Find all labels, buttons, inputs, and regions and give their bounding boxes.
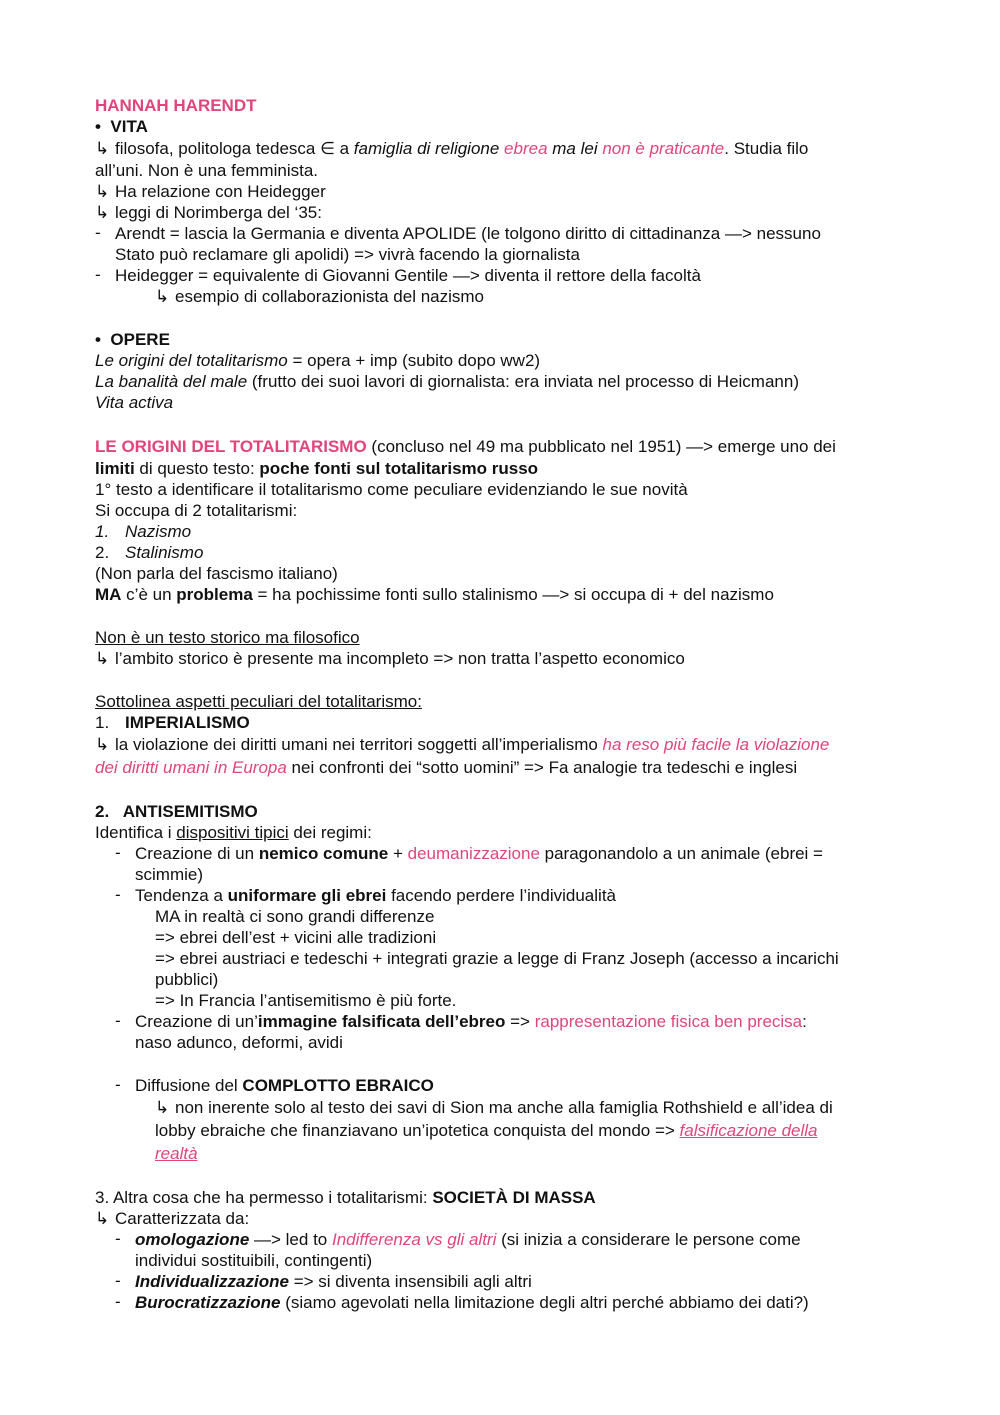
corner-arrow-icon: ↳ <box>95 649 110 668</box>
opera-item: La banalità del male (frutto dei suoi lavori di giornalista: era inviata nel processo di Heicmann) <box>95 372 799 391</box>
dash-bullet: - <box>115 1011 121 1030</box>
list-item: - Creazione di un’immagine falsificata dell’ebreo => rappresentazione fisica ben precisa: naso adunco, deformi, avidi <box>115 1011 807 1052</box>
vita-line: ↳ Ha relazione con Heidegger <box>95 182 326 201</box>
dash-bullet: - <box>115 1271 121 1290</box>
corner-arrow-icon: ↳ <box>155 287 170 306</box>
subheading: Sottolinea aspetti peculiari del totalitarismo: <box>95 692 422 711</box>
list-item: - omologazione —> led to Indifferenza vs gli altri (si inizia a considerare le persone come individui sostituibili, contingenti) <box>115 1229 801 1270</box>
dash-bullet: - <box>95 265 101 284</box>
section-vita-heading: • VITA <box>95 117 148 136</box>
corner-arrow-icon: ↳ <box>95 182 110 201</box>
vita-line: all’uni. Non è una femminista. <box>95 161 319 180</box>
numbered-item: 1. Nazismo <box>95 522 192 541</box>
list-item: - Creazione di un nemico comune + deumanizzazione paragonandolo a un animale (ebrei = scimmie) <box>115 843 823 884</box>
bullet: • <box>95 330 101 349</box>
list-item: - Individualizzazione => si diventa insensibili agli altri <box>115 1271 532 1291</box>
origini-line: (Non parla del fascismo italiano) <box>95 564 338 583</box>
dash-bullet: - <box>115 1229 121 1248</box>
vita-line: ↳ leggi di Norimberga del ‘35: <box>95 203 322 222</box>
corner-arrow-icon: ↳ <box>95 203 110 222</box>
note-line: ↳ Caratterizzata da: <box>95 1209 250 1228</box>
list-item: - Diffusione del COMPLOTTO EBRAICO ↳ non inerente solo al testo dei savi di Sion ma anche alla famiglia Rothshield e all’idea di lobby ebraiche che finanziavano un’ipotetica conquista del mondo => falsificazione della realtà <box>115 1075 833 1163</box>
opera-item: Le origini del totalitarismo = opera + imp (subito dopo ww2) <box>95 351 541 370</box>
numbered-heading: 3. Altra cosa che ha permesso i totalitarismi: SOCIETÀ DI MASSA <box>95 1188 596 1207</box>
subheading: Non è un testo storico ma filosofico <box>95 628 360 647</box>
note-line: ↳ la violazione dei diritti umani nei territori soggetti all’imperialismo ha reso più facile la violazione <box>95 735 830 754</box>
section-opere-heading: • OPERE <box>95 330 170 349</box>
vita-line: ↳ esempio di collaborazionista del nazismo <box>155 287 484 306</box>
dash-bullet: - <box>115 885 121 904</box>
dash-bullet: - <box>115 1075 121 1094</box>
opera-item: Vita activa <box>95 393 174 412</box>
origini-line: limiti di questo testo: poche fonti sul totalitarismo russo <box>95 459 539 478</box>
document-page <box>95 95 910 1313</box>
corner-arrow-icon: ↳ <box>155 1098 170 1117</box>
origini-line: 1° testo a identificare il totalitarismo come peculiare evidenziando le sue novità <box>95 480 688 499</box>
note-line: ↳ l’ambito storico è presente ma incompleto => non tratta l’aspetto economico <box>95 649 685 668</box>
corner-arrow-icon: ↳ <box>95 1209 110 1228</box>
dash-bullet: - <box>95 223 101 242</box>
note-line: dei diritti umani in Europa nei confronti dei “sotto uomini” => Fa analogie tra tedeschi e inglesi <box>95 758 798 777</box>
list-item: - Tendenza a uniformare gli ebrei facendo perdere l’individualità MA in realtà ci sono grandi differenze => ebrei dell’est + vicini alle tradizioni => ebrei austriaci e tedeschi + integrati grazie a legge di Franz Joseph (accesso a incarichi pubblici) => In Francia l’antisemitismo è più forte. <box>115 885 839 1010</box>
origini-line: MA c’è un problema = ha pochissime fonti sullo stalinismo —> si occupa di + del nazismo <box>95 585 774 604</box>
origini-line: Si occupa di 2 totalitarismi: <box>95 501 298 520</box>
numbered-item: 2. Stalinismo <box>95 543 204 562</box>
corner-arrow-icon: ↳ <box>95 735 110 754</box>
vita-line: ↳ filosofa, politologa tedesca ∈ a famiglia di religione ebrea ma lei non è praticante. Studia filo <box>95 139 809 158</box>
list-item: - Arendt = lascia la Germania e diventa APOLIDE (le tolgono diritto di cittadinanza —> nessuno Stato può reclamare gli apolidi) => vivrà facendo la giornalista <box>95 223 821 264</box>
corner-arrow-icon: ↳ <box>95 139 110 158</box>
origini-heading: LE ORIGINI DEL TOTALITARISMO (concluso nel 49 ma pubblicato nel 1951) —> emerge uno dei <box>95 437 836 456</box>
list-item: - Burocratizzazione (siamo agevolati nella limitazione degli altri perché abbiamo dei dati?) <box>115 1292 809 1312</box>
list-item: - Heidegger = equivalente di Giovanni Gentile —> diventa il rettore della facoltà <box>95 265 701 285</box>
dash-bullet: - <box>115 1292 121 1311</box>
note-line: Identifica i dispositivi tipici dei regimi: <box>95 823 372 842</box>
document-title: HANNAH HARENDT <box>95 96 257 115</box>
numbered-heading: 2. ANTISEMITISMO <box>95 802 258 821</box>
numbered-heading: 1. IMPERIALISMO <box>95 713 250 732</box>
bullet: • <box>95 117 101 136</box>
dash-bullet: - <box>115 843 121 862</box>
